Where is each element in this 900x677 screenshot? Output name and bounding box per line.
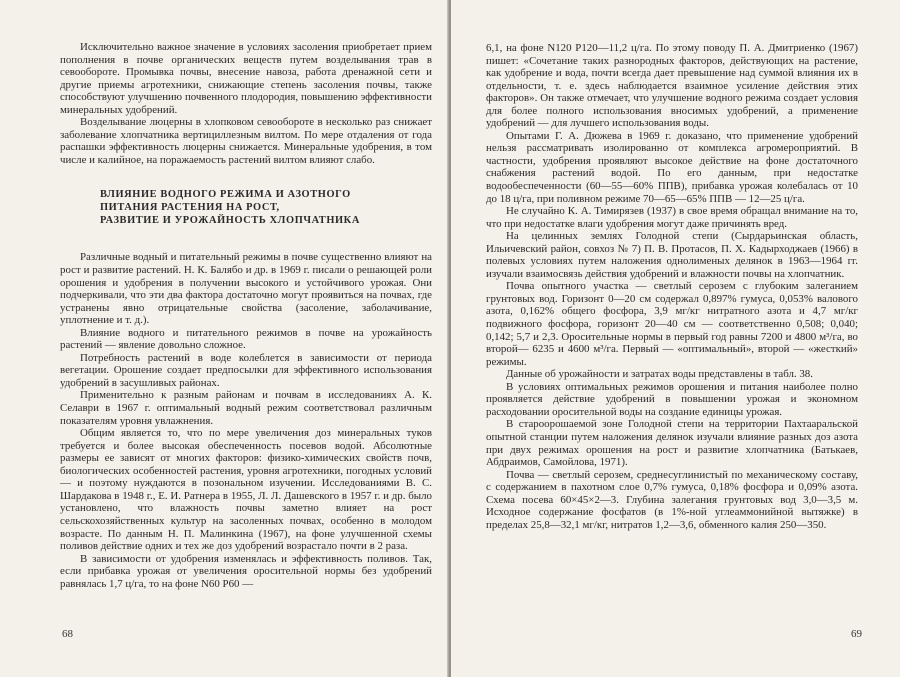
left-text-column [60, 41, 432, 590]
section-heading-line-2: ПИТАНИЯ РАСТЕНИЯ НА РОСТ, [100, 202, 280, 214]
section-heading-line-3: РАЗВИТИЕ И УРОЖАЙНОСТЬ ХЛОПЧАТНИКА [100, 215, 360, 227]
left-paragraph-5: Потребность растений в воде колеблется в зависимости от периода вегетации. Орошение создает предпосылки для эффективного использования удобрений в засушливых районах. [60, 351, 432, 389]
right-paragraph-1: 6,1, на фоне N120 P120—11,2 ц/га. По этому поводу П. А. Дмитриенко (1967) пишет: «Сочетание таких разнородных факторов, действующих на растение, как удобрение и вода, почти всегда дает превышение над суммой влияния их в отдельности, т. е. здесь наблюдается взаимное усиление действия этих факторов». Он также отмечает, что улучшение водного режима создает условия для более полного использования вносимых удобрений, а применение удобрений — для лучшего использования воды. [486, 42, 858, 130]
right-paragraph-2: Опытами Г. А. Дюжева в 1969 г. доказано, что применение удобрений нельзя рассматривать изолированно от комплекса агромероприятий. В частности, удобрения проявляют высокое действие на фоне достаточного снабжения растений водой. По его данным, при недостатке водообеспеченности (60—55—60% ППВ), прибавка урожая колебалась от 10 до 18 ц/га, при поливном режиме 70—65—65% ППВ — 12—25 ц/га. [486, 129, 858, 205]
right-paragraph-3: Не случайно К. А. Тимирязев (1937) в свое время обращал внимание на то, что при недостатке влаги удобрения могут даже причинять вред. [486, 205, 858, 230]
left-paragraph-2: Возделывание люцерны в хлопковом севообороте в несколько раз снижает заболевание хлопчатника вертициллезным вилтом. По мере отдаления от года распашки эффективность люцерны снижается. Минеральные удобрения, в том числе и калийное, на поражаемость растений вилтом влияют слабо. [60, 116, 432, 166]
left-paragraph-1: Исключительно важное значение в условиях засоления приобретает прием пополнения в почве органических веществ путем возделывания трав в севообороте. Промывка почвы, внесение навоза, работа дренажной сети и другие приемы агротехники, снижающие степень засоления почвы, также способствуют улучшению почвенного плодородия, повышению эффективности минеральных удобрений. [60, 41, 432, 116]
left-paragraph-8: В зависимости от удобрения изменялась и эффективность поливов. Так, если прибавка урожая от увеличения оросительной нормы без удобрений равнялась 1,7 ц/га, то на фоне N60 P60 — [60, 552, 432, 590]
page-number-right: 69 [851, 628, 862, 640]
right-paragraph-9: Почва — светлый серозем, среднесуглинистый по механическому составу, с содержанием в пахотном слое 0,7% гумуса, 0,18% фосфора и 0,09% азота. Схема посева 60×45×2—3. Глубина залегания грунтовых вод 3,0—3,5 м. Исходное содержание фосфатов (в 1%-ной углеаммонийной вытяжке) в пределах 25,8—32,1 мг/кг, нитратов 1,2—3,6, обменного калия 250—350. [486, 468, 858, 531]
left-paragraph-4: Влияние водного и питательного режимов в почве на урожайность растений — явление довольно сложное. [60, 326, 432, 352]
section-heading-line-1: ВЛИЯНИЕ ВОДНОГО РЕЖИМА И АЗОТНОГО [100, 189, 351, 201]
right-paragraph-7: В условиях оптимальных режимов орошения и питания наиболее полно проявляется действие удобрений в повышении урожая и экономном расходовании оросительной воды на создание единицы урожая. [486, 380, 858, 418]
left-paragraph-7: Общим является то, что по мере увеличения доз минеральных туков требуется и более высокая обеспеченность посевов водой. Абсолютные размеры ее зависят от многих факторов: физико-химических свойств почв, биологических особенностей растения, уровня агротехники, погодных условий — и поэтому нуждаются в позональном изучении. Исследованиями В. С. Шардакова в 1948 г., Е. И. Ратнера в 1955, Л. Л. Дашевского в 1957 г. и др. было установлено, что влажность почвы заметно влияет на рост сельскохозяйственных культур на засоленных почвах, особенно в молодом возрасте. По данным Н. П. Малинкина (1967), на фоне улучшенной схемы поливов действие одних и тех же доз удобрений возрастало почти в 2 раза. [60, 427, 432, 553]
right-paragraph-8: В староорошаемой зоне Голодной степи на территории Пахтааральской опытной станции путем наложения делянок изучали влияние разных доз азота при двух режимах орошения на рост и развитие хлопчатника (Батькаев, Абдраимов, Самойлова, 1971). [486, 418, 858, 469]
page-number-left: 68 [62, 628, 73, 640]
right-paragraph-6: Данные об урожайности и затратах воды представлены в табл. 38. [506, 368, 813, 381]
right-paragraph-5: Почва опытного участка — светлый серозем с глубоким залеганием грунтовых вод. Горизонт 0—20 см содержал 0,897% гумуса, 0,053% валового азота, 0,162% общего фосфора, 3,9 мг/кг нитратного азота и 4,7 мг/кг подвижного фосфора, горизонт 20—40 см — соответственно 0,508; 0,040; 0,142; 5,7 и 2,3. Оросительные нормы в первый год равны 7200 и 4800 м³/га, во второй— 6235 и 4600 м³/га. Первый — «оптимальный», второй — «жесткий» режимы. [486, 280, 858, 368]
section-heading [60, 188, 432, 227]
left-page [0, 0, 449, 677]
left-paragraph-3: Различные водный и питательный режимы в почве существенно влияют на рост и развитие растений. Н. К. Балябо и др. в 1969 г. писали о решающей роли орошения и удобрения в получении высокого и устойчивого урожая. Они подчеркивали, что эти два фактора достаточно могут проявиться на почвах, где устранены явно отрицательные свойства (засоление, заболачивание, уплотнение и т. д.). [60, 251, 432, 327]
right-page [451, 0, 900, 677]
right-paragraph-4: На целинных землях Голодной степи (Сырдарьинская область, Ильичевский район, совхоз № 7) П. В. Протасов, П. Х. Кадырходжаев (1966) в полевых условиях путем наложения однолименых делянок в 1963—1964 гг. изучали взаимосвязь действия удобрений и влажности почвы на хлопчатник. [486, 230, 858, 280]
left-paragraph-6: Применительно к разным районам и почвам в исследованиях А. К. Селаври в 1967 г. оптимальный водный режим соответствовал различным показателям уровня увлажнения. [60, 389, 432, 427]
right-text-column [486, 42, 858, 531]
